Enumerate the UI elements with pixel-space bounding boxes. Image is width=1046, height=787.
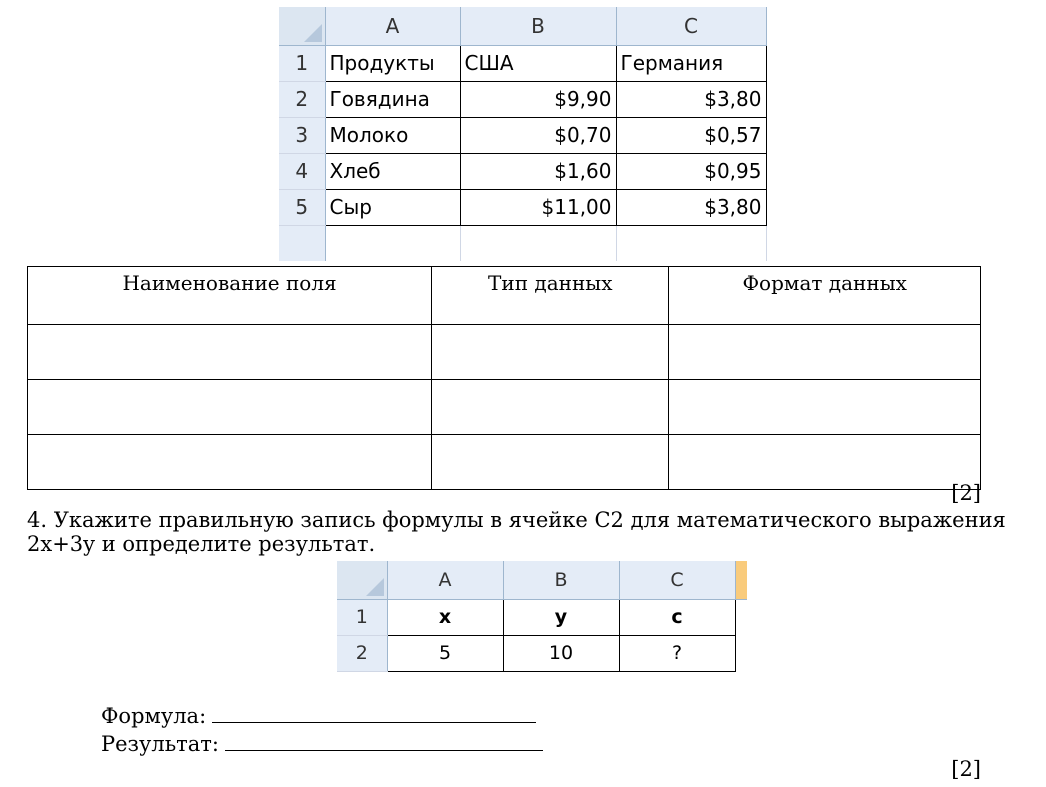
cell-b2[interactable]: $9,90 <box>460 81 616 117</box>
column-header-row <box>279 7 766 45</box>
header-field-name: Наименование поля <box>28 267 432 325</box>
sheet-row <box>279 189 766 225</box>
formula-blank[interactable] <box>212 702 536 723</box>
cell-a3[interactable]: Молоко <box>325 117 460 153</box>
row-header[interactable]: 2 <box>279 81 325 117</box>
row-header[interactable]: 4 <box>279 153 325 189</box>
cell-b1[interactable]: y <box>503 599 619 635</box>
cell-a1[interactable]: x <box>387 599 503 635</box>
cell-b3[interactable]: $0,70 <box>460 117 616 153</box>
sheet-row <box>279 81 766 117</box>
result-answer-line <box>101 730 543 756</box>
row-header[interactable]: 2 <box>337 635 387 671</box>
column-header-c[interactable]: C <box>616 7 766 45</box>
empty-cell[interactable] <box>669 325 981 380</box>
cell-a1[interactable]: Продукты <box>325 45 460 81</box>
empty-cell[interactable] <box>28 325 432 380</box>
select-all-corner[interactable] <box>337 561 387 599</box>
empty-cell[interactable] <box>28 380 432 435</box>
cell-c2[interactable]: ? <box>619 635 735 671</box>
column-header-row <box>337 561 747 599</box>
header-data-format: Формат данных <box>669 267 981 325</box>
score-mark: [2] <box>951 757 981 781</box>
spacer <box>735 599 747 635</box>
header-data-type: Тип данных <box>432 267 669 325</box>
cell-a2[interactable]: Говядина <box>325 81 460 117</box>
column-header-c[interactable]: C <box>619 561 735 599</box>
sheet-row <box>279 153 766 189</box>
table-row <box>28 325 981 380</box>
spreadsheet-products <box>279 7 767 261</box>
sheet-row-partial <box>279 225 766 261</box>
table-row <box>28 380 981 435</box>
formula-answer-line <box>101 702 536 728</box>
spreadsheet-formula <box>337 561 747 672</box>
task-4-text: 4. Укажите правильную запись формулы в ячейке С2 для математического выражения <box>27 508 1006 532</box>
column-header-b[interactable]: B <box>503 561 619 599</box>
score-mark: [2] <box>951 481 981 505</box>
fields-table <box>27 266 981 490</box>
cell-a5[interactable]: Сыр <box>325 189 460 225</box>
column-header-a[interactable]: A <box>387 561 503 599</box>
sheet-row <box>337 599 747 635</box>
fields-table-header-row <box>28 267 981 325</box>
table-row <box>28 435 981 490</box>
empty-cell[interactable] <box>432 380 669 435</box>
row-header[interactable] <box>279 225 325 261</box>
column-header-a[interactable]: A <box>325 7 460 45</box>
select-all-corner[interactable] <box>279 7 325 45</box>
row-header[interactable]: 1 <box>279 45 325 81</box>
cell-a4[interactable]: Хлеб <box>325 153 460 189</box>
empty-cell[interactable] <box>28 435 432 490</box>
cell-c1[interactable]: c <box>619 599 735 635</box>
sheet-row <box>337 635 747 671</box>
empty-cell[interactable] <box>432 325 669 380</box>
cell-c1[interactable]: Германия <box>616 45 766 81</box>
column-header-d-partial[interactable] <box>735 561 747 599</box>
sheet-row <box>279 117 766 153</box>
row-header[interactable]: 1 <box>337 599 387 635</box>
cell-b2[interactable]: 10 <box>503 635 619 671</box>
row-header[interactable]: 5 <box>279 189 325 225</box>
cell-c2[interactable]: $3,80 <box>616 81 766 117</box>
spacer <box>735 635 747 671</box>
column-header-b[interactable]: B <box>460 7 616 45</box>
result-label: Результат: <box>101 732 219 756</box>
cell-c4[interactable]: $0,95 <box>616 153 766 189</box>
sheet-row <box>279 45 766 81</box>
empty-cell[interactable] <box>432 435 669 490</box>
cell-c3[interactable]: $0,57 <box>616 117 766 153</box>
cell-c6[interactable] <box>616 225 766 261</box>
cell-b4[interactable]: $1,60 <box>460 153 616 189</box>
cell-a2[interactable]: 5 <box>387 635 503 671</box>
cell-b6[interactable] <box>460 225 616 261</box>
cell-c5[interactable]: $3,80 <box>616 189 766 225</box>
result-blank[interactable] <box>225 730 543 751</box>
cell-a6[interactable] <box>325 225 460 261</box>
task-4-text-cont: 2x+3y и определите результат. <box>27 532 376 556</box>
formula-label: Формула: <box>101 704 207 728</box>
cell-b1[interactable]: США <box>460 45 616 81</box>
empty-cell[interactable] <box>669 380 981 435</box>
cell-b5[interactable]: $11,00 <box>460 189 616 225</box>
row-header[interactable]: 3 <box>279 117 325 153</box>
empty-cell[interactable] <box>669 435 981 490</box>
